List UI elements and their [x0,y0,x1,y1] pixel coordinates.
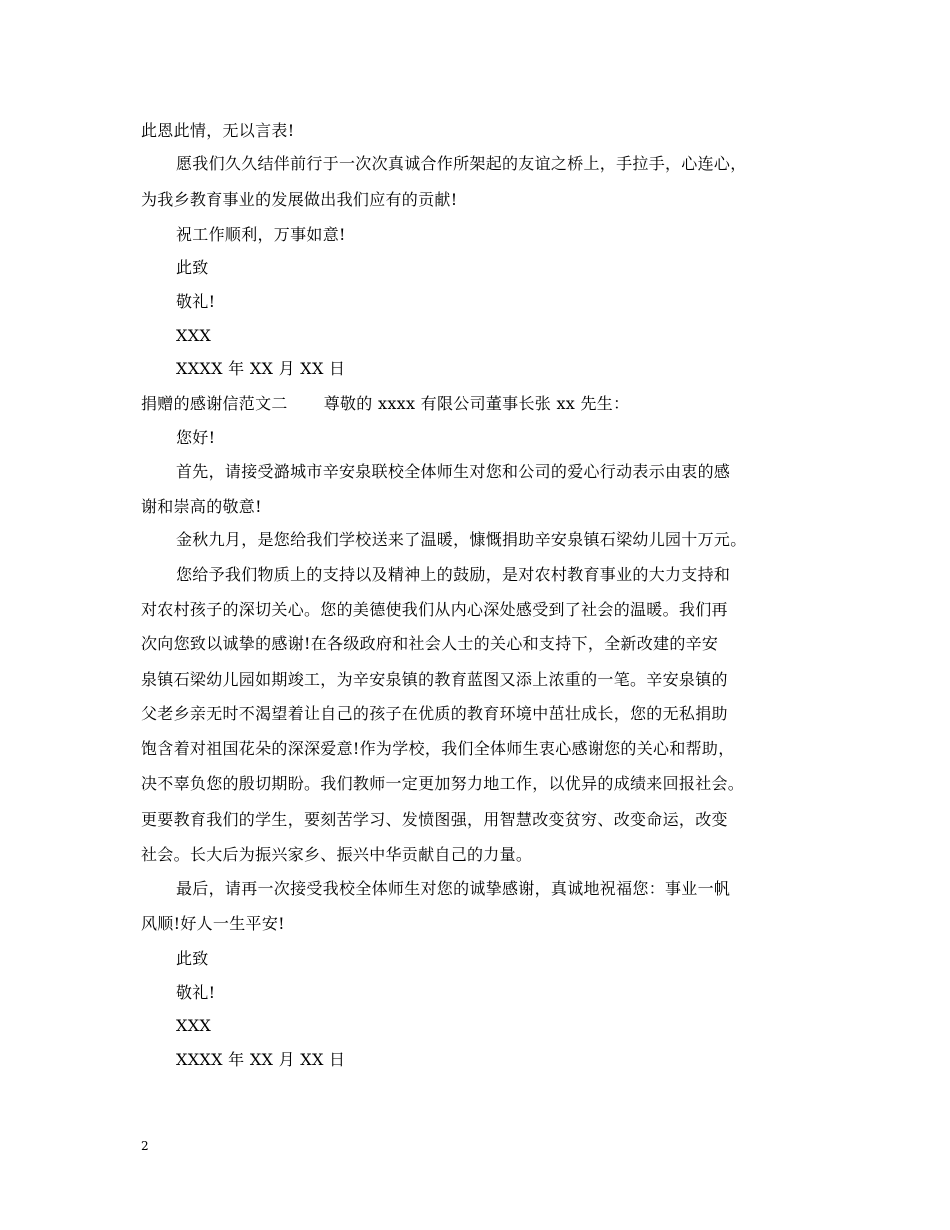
salutation-line: 敬礼! [176,292,216,311]
text-line: 对农村孩子的深切关心。您的美德使我们从内心深处感受到了社会的温暖。我们再 [141,600,728,619]
signature-name: XXX [176,326,212,345]
signature-date: XXXX 年 XX 月 XX 日 [176,359,346,378]
greeting-line: 您好! [176,428,216,447]
salutation-line: 敬礼! [176,983,216,1002]
text-line: 首先，请接受潞城市辛安泉联校全体师生对您和公司的爱心行动表示由衷的感 [176,462,731,481]
closing-line: 此致 [176,949,209,968]
text-line: 愿我们久久结伴前行于一次次真诚合作所架起的友谊之桥上，手拉手，心连心， [176,154,747,173]
text-line: 泉镇石梁幼儿园如期竣工，为辛安泉镇的教育蓝图又添上浓重的一笔。辛安泉镇的 [141,670,728,689]
text-line: 父老乡亲无时不渴望着让自己的孩子在优质的教育环境中茁壮成长，您的无私捐助 [141,704,728,723]
text-line: 为我乡教育事业的发展做出我们应有的贡献! [141,190,458,209]
text-line: 此恩此情，无以言表! [141,121,295,140]
section-header-line [141,394,831,414]
text-line: 更要教育我们的学生，要刻苦学习、发愤图强，用智慧改变贫穷、改变命运，改变 [141,810,728,829]
text-line: 金秋九月，是您给我们学校送来了温暖，慷慨捐助辛安泉镇石梁幼儿园十万元。 [176,530,747,549]
text-line: 您给予我们物质上的支持以及精神上的鼓励，是对农村教育事业的大力支持和 [176,565,731,584]
text-line: 祝工作顺利，万事如意! [176,225,346,244]
signature-name: XXX [176,1016,212,1035]
text-line: 决不辜负您的殷切期盼。我们教师一定更加努力地工作，以优异的成绩来回报社会。 [141,774,745,793]
text-line: 风顺!好人一生平安! [141,914,285,933]
letter-addressee: 尊敬的 xxxx 有限公司董事长张 xx 先生： [323,394,630,413]
text-line: 社会。长大后为振兴家乡、振兴中华贡献自己的力量。 [141,845,533,864]
closing-line: 此致 [176,258,209,277]
text-line: 饱含着对祖国花朵的深深爱意!作为学校，我们全体师生衷心感谢您的关心和帮助， [141,739,735,758]
section-title: 捐赠的感谢信范文二 [141,394,288,413]
text-line: 次向您致以诚挚的感谢!在各级政府和社会人士的关心和支持下，全新改建的辛安 [141,634,719,653]
page-number: 2 [141,1139,149,1153]
signature-date: XXXX 年 XX 月 XX 日 [176,1050,346,1069]
text-line: 最后，请再一次接受我校全体师生对您的诚挚感谢，真诚地祝福您：事业一帆 [176,879,731,898]
text-line: 谢和崇高的敬意! [141,497,262,516]
